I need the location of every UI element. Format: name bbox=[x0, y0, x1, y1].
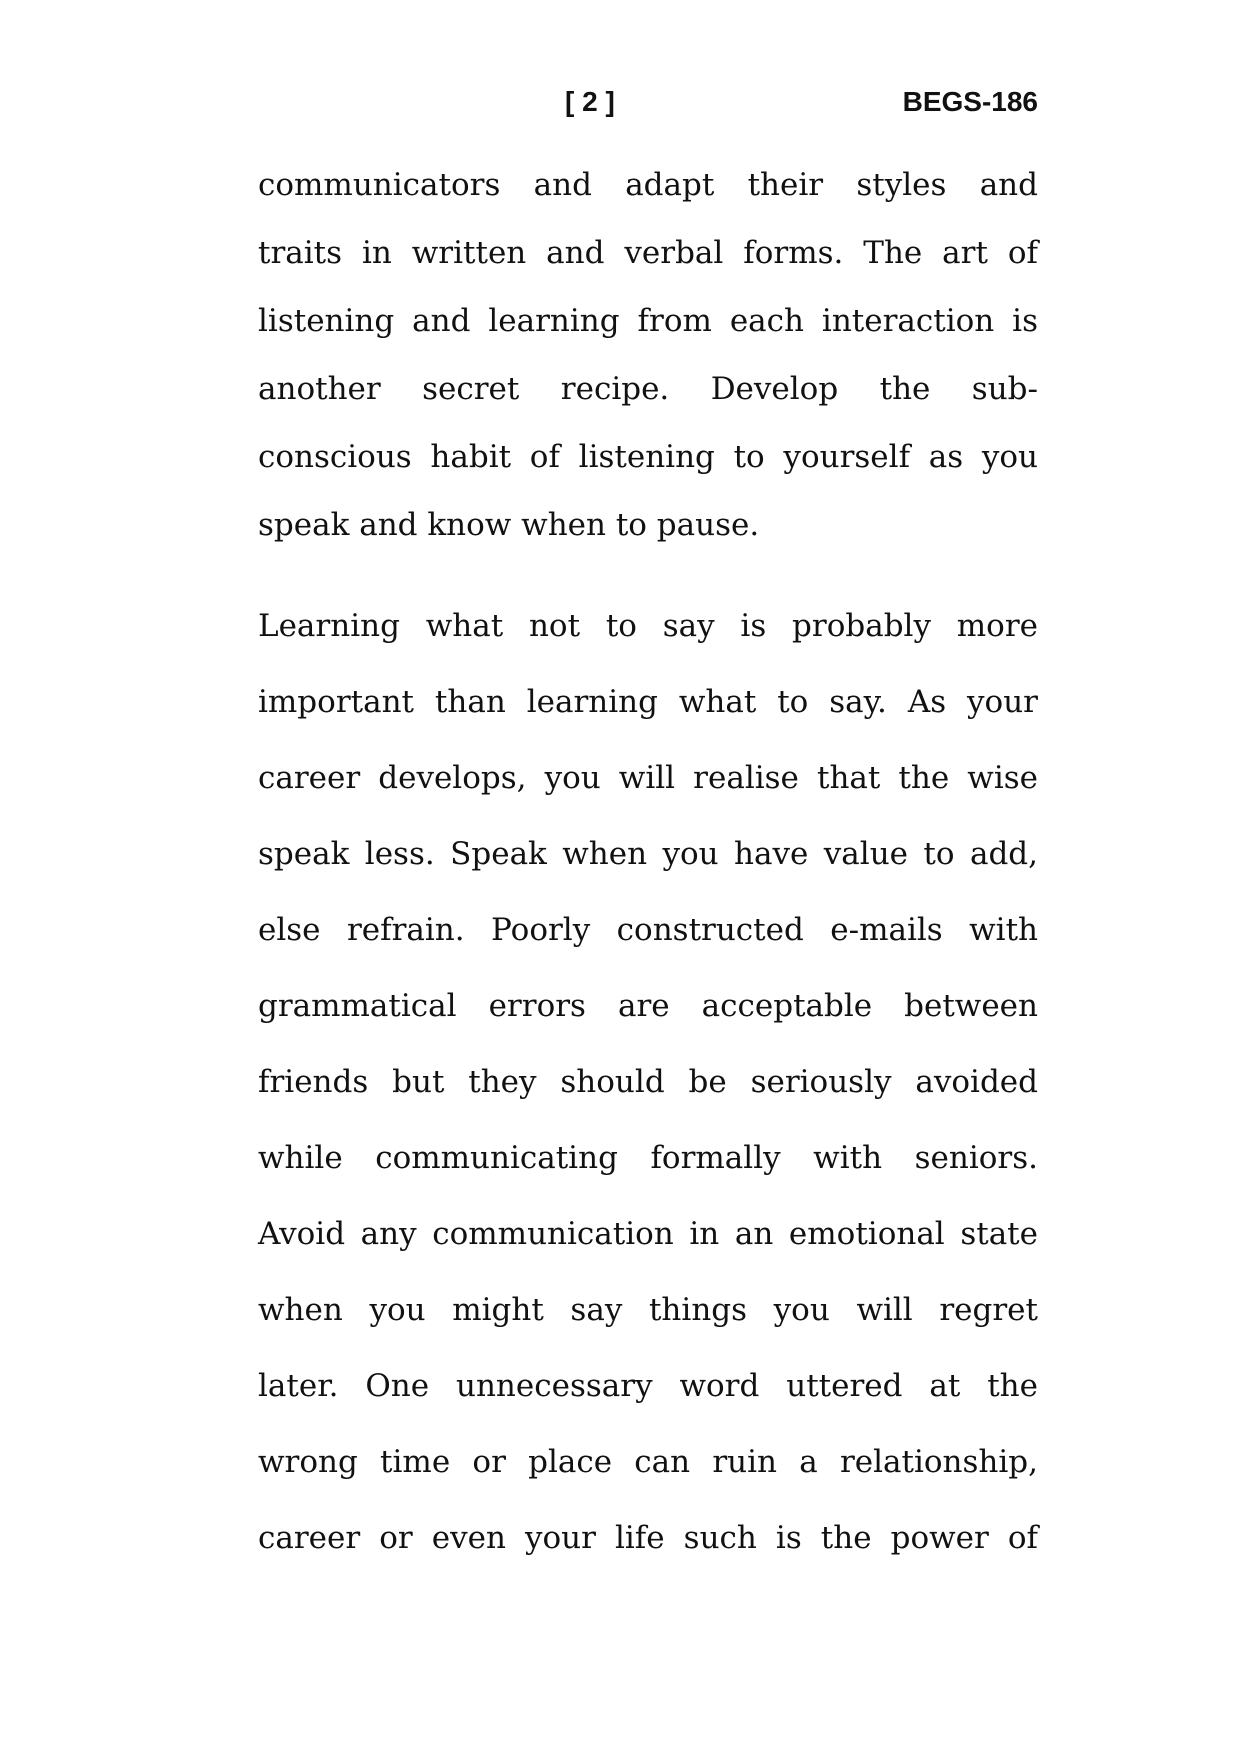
paragraph-1 bbox=[258, 151, 1038, 559]
text-line: Avoid any communication in an emotional state bbox=[258, 1216, 1038, 1252]
text-line: grammatical errors are acceptable between bbox=[258, 988, 1038, 1024]
page-header bbox=[0, 86, 1241, 122]
text-line: listening and learning from each interaction is bbox=[258, 303, 1038, 339]
text-line: when you might say things you will regret bbox=[258, 1292, 1038, 1328]
text-line: else refrain. Poorly constructed e-mails with bbox=[258, 912, 1038, 948]
text-line: career develops, you will realise that the wise bbox=[258, 760, 1038, 796]
text-line: traits in written and verbal forms. The art of bbox=[258, 235, 1038, 271]
text-line: communicators and adapt their styles and bbox=[258, 167, 1038, 203]
document-code: BEGS-186 bbox=[902, 86, 1038, 117]
text-line: important than learning what to say. As your bbox=[258, 684, 1038, 720]
text-line: career or even your life such is the power of bbox=[258, 1520, 1038, 1556]
text-line: later. One unnecessary word uttered at the bbox=[258, 1368, 1038, 1404]
paragraph-2 bbox=[258, 588, 1038, 1576]
text-line: speak less. Speak when you have value to add, bbox=[258, 836, 1038, 872]
text-line: Learning what not to say is probably more bbox=[258, 608, 1038, 644]
text-line: conscious habit of listening to yourself as you bbox=[258, 439, 1038, 475]
page-number: [ 2 ] bbox=[565, 86, 615, 117]
text-line: friends but they should be seriously avoided bbox=[258, 1064, 1038, 1100]
text-line: wrong time or place can ruin a relationship, bbox=[258, 1444, 1038, 1480]
text-line: speak and know when to pause. bbox=[258, 507, 760, 543]
body-text bbox=[258, 151, 1038, 1556]
text-line: another secret recipe. Develop the sub- bbox=[258, 371, 1038, 407]
text-line: while communicating formally with seniors. bbox=[258, 1140, 1038, 1176]
